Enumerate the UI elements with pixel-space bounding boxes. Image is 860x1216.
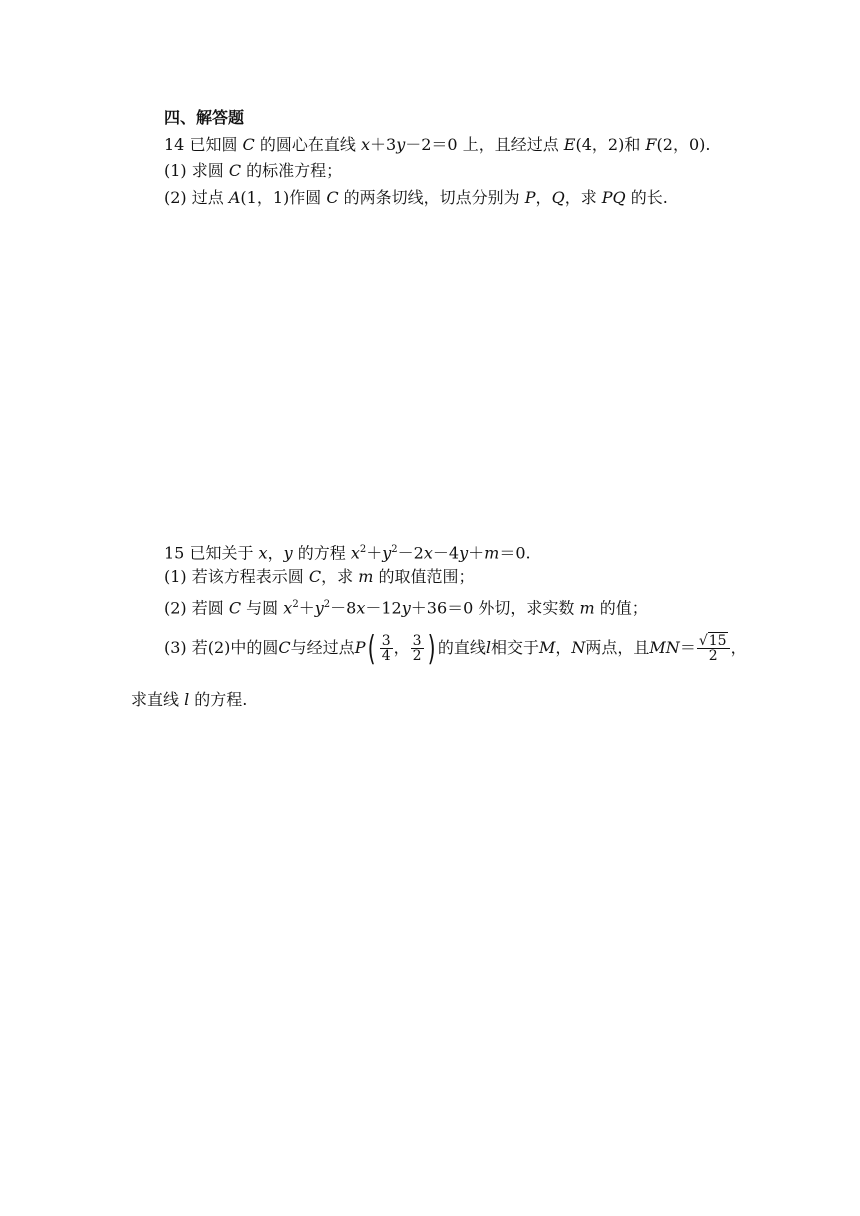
fraction-2-denominator: 2 — [412, 648, 422, 664]
q15-text-e: －2 — [397, 543, 424, 563]
q15-var-y2: y — [382, 543, 392, 563]
question-14-stem — [164, 135, 710, 155]
q14-text-e: (4，2)和 — [575, 135, 646, 154]
q14-text-a: 14 已知圆 — [164, 135, 243, 154]
q15-p2-sup-2: 2 — [323, 599, 331, 610]
q15-p3-text-f: 两点，且 — [585, 638, 650, 657]
q15-p3-fraction-2 — [411, 634, 424, 663]
q15-text-d: ＋ — [366, 543, 383, 563]
fraction-1-numerator: 3 — [381, 633, 391, 649]
q15-p2-text-c: ＋ — [298, 598, 315, 618]
q15-p3-var-C: C — [278, 638, 291, 657]
question-14-part-2 — [164, 188, 668, 208]
q15-p3-text-g: ＝ — [679, 638, 696, 657]
q14-text-c: ＋3 — [370, 135, 397, 154]
q14-p1-var-C: C — [228, 161, 242, 180]
q14-p2-var-P: P — [524, 188, 536, 207]
q14-p2-text-b: (1，1)作圆 — [240, 188, 327, 207]
q15-p2-text-b: 与圆 — [241, 598, 284, 618]
q14-p2-text-e: ，求 — [564, 188, 602, 207]
q15-p2-text-g: 的值； — [594, 598, 648, 618]
q14-p2-text-d: ， — [535, 188, 552, 207]
question-15-part-3-continuation — [131, 690, 247, 710]
q14-var-C: C — [242, 135, 255, 154]
q14-text-f: (2，0). — [656, 135, 711, 154]
q15-text-b: ， — [267, 543, 284, 563]
q15-text-a: 15 已知关于 — [164, 543, 259, 563]
q15-p3-fraction-1 — [380, 634, 393, 663]
q15-p3-text-b: 与经过点 — [290, 638, 355, 657]
q15-text-h: ＝0. — [499, 543, 531, 563]
q15-p1-var-C: C — [308, 567, 322, 586]
q15-p1-text-a: (1) 若该方程表示圆 — [164, 567, 309, 586]
q15-text-c: 的方程 — [292, 543, 351, 563]
q15-p3-text-c: 的直线 — [437, 638, 486, 657]
q15-sup-1: 2 — [359, 544, 367, 555]
q15-p2-var-y: y — [314, 598, 324, 618]
q14-p2-text-f: 的长. — [625, 188, 668, 207]
q15-cont-text-a: 求直线 — [131, 690, 185, 709]
q15-var-y: y — [283, 543, 293, 563]
q15-p2-var-x: x — [283, 598, 293, 618]
q15-p1-text-c: 的取值范围； — [373, 567, 475, 586]
q14-p2-var-Q: Q — [551, 188, 565, 207]
q14-var-y: y — [396, 135, 406, 154]
q15-p2-text-f: ＋36＝0 外切，求实数 — [410, 598, 580, 618]
question-15-stem — [164, 540, 531, 563]
q15-p3-var-MN: MN — [649, 638, 680, 657]
q14-p2-var-A: A — [228, 188, 241, 207]
q15-p1-var-m: m — [358, 567, 374, 586]
q15-p3-text-h: ， — [730, 638, 747, 657]
fraction-2-numerator: 3 — [412, 633, 422, 649]
fraction-3-numerator — [697, 634, 730, 648]
q15-cont-var-l: l — [184, 690, 190, 709]
q14-p2-var-PQ: PQ — [601, 188, 626, 207]
q15-p3-text-a: (3) 若(2)中的圆 — [164, 638, 279, 657]
q15-p3-var-M: M — [539, 638, 556, 657]
q15-p2-text-d: －8 — [330, 598, 357, 618]
q14-p2-var-C: C — [326, 188, 339, 207]
q15-p3-left-paren: ( — [368, 628, 377, 669]
fraction-1-denominator: 4 — [381, 648, 391, 664]
q14-p1-text-b: 的标准方程； — [241, 161, 343, 180]
q15-p3-text-d: 相交于 — [490, 638, 539, 657]
q15-p3-var-P: P — [354, 638, 366, 657]
question-15-part-2 — [164, 595, 648, 618]
q15-p1-text-b: ，求 — [321, 567, 359, 586]
q15-var-x: x — [258, 543, 268, 563]
q15-p2-var-y2: y — [401, 598, 411, 618]
q15-p3-text-e: ， — [555, 638, 572, 657]
q15-text-g: ＋ — [468, 543, 485, 563]
q15-p2-sup-1: 2 — [292, 599, 299, 610]
q14-p2-text-a: (2) 过点 — [164, 188, 229, 207]
sqrt-symbol: √ — [698, 633, 708, 649]
q15-p2-text-e: －12 — [365, 598, 402, 618]
q14-var-x: x — [360, 135, 371, 154]
q15-p3-right-paren: ) — [427, 628, 436, 669]
q15-text-f: －4 — [432, 543, 460, 563]
q15-p3-var-l: l — [485, 638, 491, 657]
section-heading: 四、解答题 — [164, 108, 245, 127]
q14-var-F: F — [645, 135, 657, 154]
q15-sup-2: 2 — [391, 544, 398, 555]
q15-p2-var-C: C — [228, 598, 242, 618]
question-14-part-1 — [164, 161, 342, 181]
q15-var-y3: y — [459, 543, 469, 563]
sqrt-radicand: 15 — [708, 633, 727, 649]
q15-p2-var-m: m — [579, 598, 595, 618]
q15-var-x3: x — [423, 543, 433, 563]
question-15-part-1 — [164, 567, 474, 587]
q15-var-m: m — [484, 543, 500, 563]
question-15-part-3 — [164, 628, 747, 668]
q14-p1-text-a: (1) 求圆 — [164, 161, 229, 180]
q14-text-d: －2＝0 上，且经过点 — [405, 135, 564, 154]
q15-p3-comma: ， — [393, 638, 410, 657]
q15-p2-text-a: (2) 若圆 — [164, 598, 229, 618]
q14-text-b: 的圆心在直线 — [254, 135, 361, 154]
q15-var-x2: x — [350, 543, 360, 563]
q15-p3-var-N: N — [571, 638, 586, 657]
q14-var-E: E — [563, 135, 576, 154]
fraction-3-denominator: 2 — [697, 648, 730, 663]
q15-cont-text-b: 的方程. — [189, 690, 248, 709]
q15-p3-fraction-3 — [697, 634, 730, 663]
q15-p2-var-x2: x — [356, 598, 366, 618]
q14-p2-text-c: 的两条切线，切点分别为 — [338, 188, 525, 207]
